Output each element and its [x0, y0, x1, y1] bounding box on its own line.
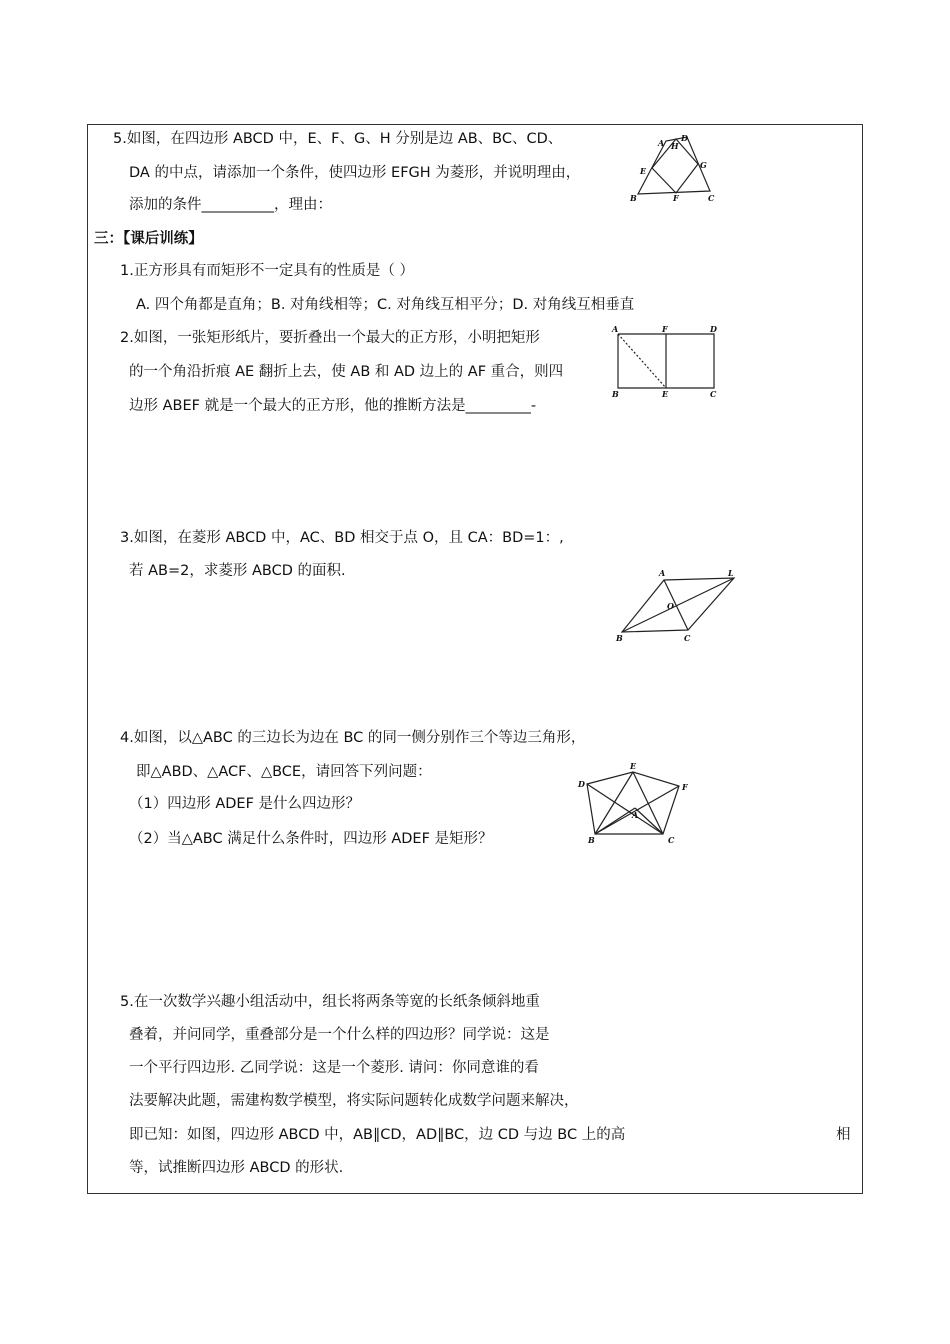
fig3-label-a: A [659, 568, 666, 578]
section-title: 三：【课后训练】 [94, 231, 203, 247]
fig2-label-b: B [612, 389, 619, 398]
fig1-label-b: B [630, 193, 637, 203]
fig4-label-d: D [578, 779, 585, 789]
p5-line3: 一个平行四边形. 乙同学说：这是一个菱形. 请问：你同意谁的看 [129, 1060, 539, 1076]
q5-top-line3: 添加的条件__________，理由： [129, 197, 332, 213]
fig4-label-b: B [588, 835, 595, 845]
fig2-label-a: A [612, 324, 619, 334]
fig3-label-c: C [684, 633, 691, 643]
q5-top-line1: 5.如图，在四边形 ABCD 中，E、F、G、H 分别是边 AB、BC、CD、 [113, 131, 563, 147]
p3-line2: 若 AB=2，求菱形 ABCD 的面积. [129, 563, 346, 579]
fig4-label-f: F [682, 782, 688, 792]
p4-line1: 4.如图，以△ABC 的三边长为边在 BC 的同一侧分别作三个等边三角形， [120, 730, 586, 746]
fig2-label-d: D [710, 324, 717, 334]
fig1-label-h: H [671, 141, 679, 151]
fig1-label-a: A [658, 138, 665, 148]
p1-options: A. 四个角都是直角；B. 对角线相等；C. 对角线互相平分；D. 对角线互相垂直 [136, 297, 635, 313]
fig4-label-c: C [668, 835, 675, 845]
fig1-label-c: C [708, 193, 715, 203]
p5-line5-tail: 相 [836, 1127, 851, 1143]
p3-line1: 3.如图，在菱形 ABCD 中，AC、BD 相交于点 O，且 CA：BD=1：, [120, 530, 564, 546]
p4-line2: 即△ABD、△ACF、△BCE，请回答下列问题： [136, 764, 432, 780]
fig2-label-e: E [662, 389, 669, 398]
p5-line6: 等，试推断四边形 ABCD 的形状. [129, 1160, 344, 1176]
fig1-label-f: F [673, 193, 679, 203]
figure-folded-rectangle [610, 322, 725, 398]
fig3-label-o: O [667, 601, 674, 611]
p5-line4: 法要解决此题，需建构数学模型，将实际问题转化成数学问题来解决， [129, 1093, 579, 1109]
figure-quadrilateral-midpoints [630, 130, 720, 205]
p2-line2: 的一个角沿折痕 AE 翻折上去，使 AB 和 AD 边上的 AF 重合，则四 [129, 364, 564, 380]
p5-line2: 叠着，并问同学，重叠部分是一个什么样的四边形？同学说：这是 [129, 1027, 550, 1043]
fig1-label-d: D [681, 133, 688, 143]
fig3-label-b: B [616, 633, 623, 643]
fig4-label-a: A [632, 810, 639, 820]
p2-line1: 2.如图，一张矩形纸片，要折叠出一个最大的正方形，小明把矩形 [120, 330, 540, 346]
p5-line1: 5.在一次数学兴趣小组活动中，组长将两条等宽的长纸条倾斜地重 [120, 994, 540, 1010]
q5-top-line2: DA 的中点，请添加一个条件，使四边形 EFGH 为菱形，并说明理由， [129, 165, 581, 181]
fig2-label-f: F [662, 324, 668, 334]
fig2-label-c: C [710, 389, 717, 398]
figure-rhombus [612, 566, 742, 646]
p1-stem: 1.正方形具有而矩形不一定具有的性质是（ ） [120, 263, 414, 279]
p5-line5: 即已知：如图，四边形 ABCD 中，AB∥CD，AD∥BC，边 CD 与边 BC 上的高 [129, 1127, 626, 1143]
fig1-label-g: G [700, 160, 707, 170]
fig1-label-e: E [640, 166, 647, 176]
p4-line3: （1）四边形 ADEF 是什么四边形？ [129, 796, 361, 812]
p4-line4: （2）当△ABC 满足什么条件时，四边形 ADEF 是矩形？ [129, 831, 493, 847]
fig3-label-d: L [728, 568, 734, 578]
figure-equilateral-triangles [575, 760, 695, 846]
p2-line3: 边形 ABEF 就是一个最大的正方形，他的推断方法是_________- [129, 398, 537, 414]
fig4-label-e: E [630, 761, 637, 771]
